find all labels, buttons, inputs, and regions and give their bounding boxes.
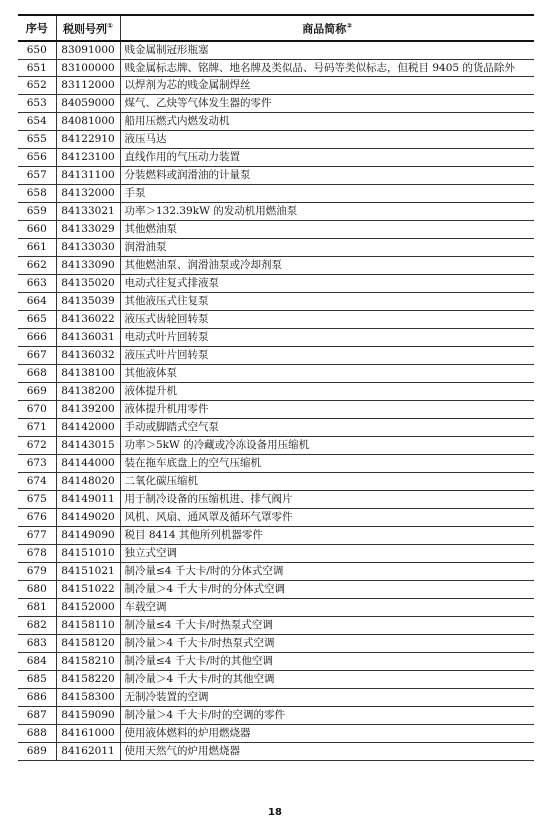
tariff-table	[18, 14, 534, 761]
row-name: 手泵	[120, 185, 534, 203]
header-name-label: 商品简称	[302, 22, 347, 36]
row-code: 84144000	[56, 455, 120, 473]
table-row	[18, 401, 534, 419]
row-code: 84162011	[56, 743, 120, 761]
table-row	[18, 707, 534, 725]
table-row	[18, 221, 534, 239]
table-row	[18, 653, 534, 671]
row-code: 84152000	[56, 599, 120, 617]
row-seq: 670	[18, 401, 56, 419]
table-row	[18, 599, 534, 617]
table-row	[18, 257, 534, 275]
row-name: 润滑油泵	[120, 239, 534, 257]
row-code: 84151022	[56, 581, 120, 599]
table-row	[18, 383, 534, 401]
row-code: 84151010	[56, 545, 120, 563]
row-seq: 652	[18, 77, 56, 95]
table-row	[18, 437, 534, 455]
row-code: 84143015	[56, 437, 120, 455]
row-name: 车载空调	[120, 599, 534, 617]
row-code: 84149020	[56, 509, 120, 527]
row-seq: 674	[18, 473, 56, 491]
row-code: 84133090	[56, 257, 120, 275]
row-name: 液体提升机用零件	[120, 401, 534, 419]
row-name: 其他燃油泵、润滑油泵或冷却剂泵	[120, 257, 534, 275]
row-seq: 660	[18, 221, 56, 239]
row-code: 84123100	[56, 149, 120, 167]
table-row	[18, 743, 534, 761]
row-seq: 661	[18, 239, 56, 257]
row-code: 84138100	[56, 365, 120, 383]
row-code: 84135020	[56, 275, 120, 293]
row-code: 84158300	[56, 689, 120, 707]
row-seq: 662	[18, 257, 56, 275]
row-code: 84149090	[56, 527, 120, 545]
row-name: 液体提升机	[120, 383, 534, 401]
row-seq: 675	[18, 491, 56, 509]
row-seq: 677	[18, 527, 56, 545]
row-code: 84081000	[56, 113, 120, 131]
table-row	[18, 365, 534, 383]
table-row	[18, 293, 534, 311]
table-row	[18, 671, 534, 689]
row-name: 贱金属制冠形瓶塞	[120, 41, 534, 60]
row-code: 84159090	[56, 707, 120, 725]
row-name: 制冷量＞4 千大卡/时的分体式空调	[120, 581, 534, 599]
row-seq: 689	[18, 743, 56, 761]
row-name: 使用天然气的炉用燃烧器	[120, 743, 534, 761]
row-seq: 671	[18, 419, 56, 437]
footnote-marker-2: ②	[346, 22, 353, 31]
row-seq: 653	[18, 95, 56, 113]
table-row	[18, 167, 534, 185]
row-seq: 683	[18, 635, 56, 653]
row-name: 分装燃料或润滑油的计量泵	[120, 167, 534, 185]
row-seq: 687	[18, 707, 56, 725]
row-name: 液压式叶片回转泵	[120, 347, 534, 365]
row-name: 风机、风扇、通风罩及循环气罩零件	[120, 509, 534, 527]
row-seq: 657	[18, 167, 56, 185]
table-row	[18, 131, 534, 149]
row-name: 功率＞5kW 的冷藏或冷冻设备用压缩机	[120, 437, 534, 455]
row-code: 84059000	[56, 95, 120, 113]
header-code-label: 税则号列	[63, 22, 108, 36]
table-body	[18, 41, 534, 761]
row-name: 制冷量＞4 千大卡/时的空调的零件	[120, 707, 534, 725]
table-row	[18, 275, 534, 293]
row-seq: 673	[18, 455, 56, 473]
row-code: 84135039	[56, 293, 120, 311]
row-name: 电动式叶片回转泵	[120, 329, 534, 347]
table-row	[18, 527, 534, 545]
table-row	[18, 689, 534, 707]
table-row	[18, 473, 534, 491]
row-name: 功率＞132.39kW 的发动机用燃油泵	[120, 203, 534, 221]
table-row	[18, 491, 534, 509]
row-seq: 659	[18, 203, 56, 221]
row-name: 税目 8414 其他所列机器零件	[120, 527, 534, 545]
row-code: 84158220	[56, 671, 120, 689]
row-seq: 669	[18, 383, 56, 401]
table-row	[18, 509, 534, 527]
row-seq: 682	[18, 617, 56, 635]
table-row	[18, 455, 534, 473]
row-seq: 654	[18, 113, 56, 131]
row-name: 使用液体燃料的炉用燃烧器	[120, 725, 534, 743]
table-row	[18, 41, 534, 60]
row-name: 独立式空调	[120, 545, 534, 563]
table-row	[18, 635, 534, 653]
row-code: 83091000	[56, 41, 120, 60]
row-name: 制冷量＞4 千大卡/时的其他空调	[120, 671, 534, 689]
table-row	[18, 563, 534, 581]
row-code: 84158210	[56, 653, 120, 671]
table-row	[18, 545, 534, 563]
row-code: 84161000	[56, 725, 120, 743]
table-row	[18, 239, 534, 257]
table-row	[18, 60, 534, 77]
row-name: 制冷量＞4 千大卡/时热泵式空调	[120, 635, 534, 653]
row-name: 无制冷装置的空调	[120, 689, 534, 707]
row-code: 84158120	[56, 635, 120, 653]
row-seq: 663	[18, 275, 56, 293]
table-row	[18, 77, 534, 95]
row-name: 电动式往复式排液泵	[120, 275, 534, 293]
row-code: 84142000	[56, 419, 120, 437]
row-seq: 650	[18, 41, 56, 60]
page-number: 18	[268, 807, 282, 818]
table-row	[18, 581, 534, 599]
row-seq: 656	[18, 149, 56, 167]
row-seq: 665	[18, 311, 56, 329]
row-name: 其他液压式往复泵	[120, 293, 534, 311]
row-seq: 651	[18, 60, 56, 77]
table-row	[18, 419, 534, 437]
row-code: 83112000	[56, 77, 120, 95]
row-code: 84136031	[56, 329, 120, 347]
row-name: 以焊剂为芯的贱金属制焊丝	[120, 77, 534, 95]
row-code: 84149011	[56, 491, 120, 509]
row-seq: 666	[18, 329, 56, 347]
row-name: 制冷量≤4 千大卡/时热泵式空调	[120, 617, 534, 635]
row-name: 其他燃油泵	[120, 221, 534, 239]
row-code: 84136032	[56, 347, 120, 365]
row-name: 制冷量≤4 千大卡/时的其他空调	[120, 653, 534, 671]
row-name: 制冷量≤4 千大卡/时的分体式空调	[120, 563, 534, 581]
table-row	[18, 617, 534, 635]
row-code: 83100000	[56, 60, 120, 77]
table-row	[18, 311, 534, 329]
row-name: 装在拖车底盘上的空气压缩机	[120, 455, 534, 473]
row-code: 84136022	[56, 311, 120, 329]
row-seq: 688	[18, 725, 56, 743]
table-row	[18, 113, 534, 131]
row-seq: 664	[18, 293, 56, 311]
row-code: 84133021	[56, 203, 120, 221]
header-name	[120, 15, 534, 41]
row-name: 其他液体泵	[120, 365, 534, 383]
row-code: 84151021	[56, 563, 120, 581]
row-seq: 676	[18, 509, 56, 527]
row-code: 84122910	[56, 131, 120, 149]
row-seq: 655	[18, 131, 56, 149]
table-row	[18, 347, 534, 365]
row-name: 船用压燃式内燃发动机	[120, 113, 534, 131]
row-code: 84138200	[56, 383, 120, 401]
row-code: 84131100	[56, 167, 120, 185]
table-row	[18, 95, 534, 113]
row-code: 84132000	[56, 185, 120, 203]
row-seq: 667	[18, 347, 56, 365]
row-name: 液压马达	[120, 131, 534, 149]
row-name: 煤气、乙炔等气体发生器的零件	[120, 95, 534, 113]
document-page	[18, 14, 534, 761]
footnote-marker-1: ①	[107, 22, 113, 31]
table-row	[18, 203, 534, 221]
row-seq: 681	[18, 599, 56, 617]
row-code: 84158110	[56, 617, 120, 635]
row-code: 84133029	[56, 221, 120, 239]
row-seq: 686	[18, 689, 56, 707]
row-seq: 678	[18, 545, 56, 563]
table-row	[18, 185, 534, 203]
row-name: 用于制冷设备的压缩机进、排气阀片	[120, 491, 534, 509]
header-seq: 序号	[18, 15, 56, 41]
row-seq: 684	[18, 653, 56, 671]
row-seq: 679	[18, 563, 56, 581]
row-seq: 672	[18, 437, 56, 455]
table-header-row	[18, 15, 534, 41]
row-seq: 668	[18, 365, 56, 383]
header-code	[56, 15, 120, 41]
row-code: 84139200	[56, 401, 120, 419]
row-seq: 680	[18, 581, 56, 599]
row-code: 84133030	[56, 239, 120, 257]
row-name: 直线作用的气压动力装置	[120, 149, 534, 167]
row-code: 84148020	[56, 473, 120, 491]
table-row	[18, 725, 534, 743]
row-name: 贱金属标志牌、铭牌、地名牌及类似品、号码等类似标志，但税目 9405 的货品除外	[120, 60, 534, 77]
row-name: 液压式齿轮回转泵	[120, 311, 534, 329]
table-row	[18, 329, 534, 347]
row-name: 手动或脚踏式空气泵	[120, 419, 534, 437]
row-seq: 685	[18, 671, 56, 689]
row-seq: 658	[18, 185, 56, 203]
table-row	[18, 149, 534, 167]
row-name: 二氧化碳压缩机	[120, 473, 534, 491]
